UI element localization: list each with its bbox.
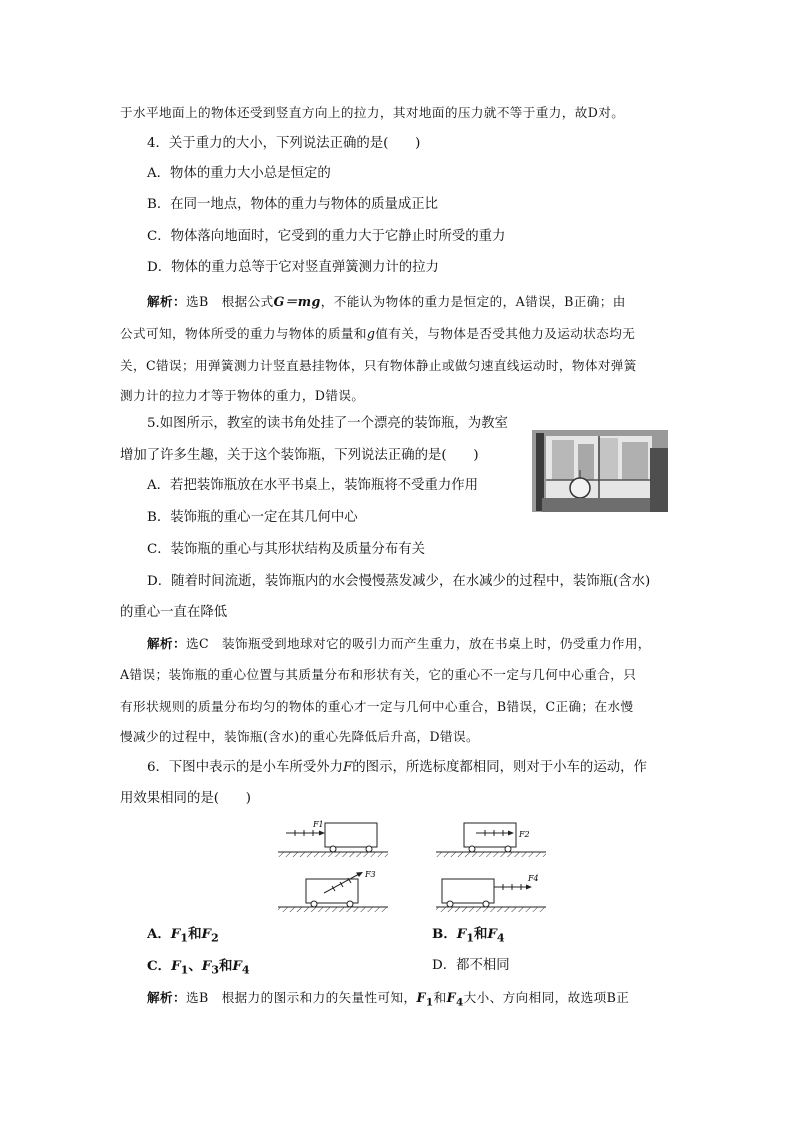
subscript: 4 — [241, 963, 250, 977]
solution-4-line-3: 关，C错误；用弹簧测力计竖直悬挂物体，只有物体静止或做匀速直线运动时，物体对弹簧 — [120, 358, 637, 373]
symbol-F: F — [201, 926, 211, 942]
symbol-F: F — [170, 926, 181, 942]
symbol-F: F — [487, 926, 497, 942]
subscript: 3 — [211, 963, 220, 977]
question-5-line-2: 增加了许多生趣，关于这个装饰瓶，下列说法正确的是( ) — [120, 448, 479, 463]
option-5a: A．若把装饰瓶放在水平书桌上，装饰瓶将不受重力作用 — [147, 478, 479, 493]
solution-4-line-1 — [147, 292, 626, 312]
question-6-line-2: 用效果相同的是( ) — [120, 791, 251, 806]
cart-diagram-4 — [436, 867, 556, 915]
solution-label: 解析： — [147, 294, 186, 309]
formula: G＝mg — [273, 294, 321, 309]
solution-5-line-3: 有形状规则的质量分布均匀的物体的重心才一定与几何中心重合，B错误，C正确；在水慢 — [120, 699, 634, 714]
symbol-F: F — [416, 990, 426, 1005]
symbol-g: g — [366, 326, 376, 341]
solution-text: 选B 根据力的图示和力的矢量性可知， — [185, 990, 417, 1005]
solution-text: 大小、方向相同，故选项B正 — [463, 990, 630, 1005]
option-6b — [432, 924, 505, 949]
question-4: 4．关于重力的大小，下列说法正确的是( ) — [147, 136, 421, 151]
solution-label: 解析： — [147, 636, 186, 651]
solution-6-line-1 — [147, 988, 629, 1013]
subscript: 1 — [180, 931, 189, 945]
cart-diagram-3 — [278, 867, 398, 915]
solution-label: 解析： — [147, 990, 186, 1005]
option-4b: B．在同一地点，物体的重力与物体的质量成正比 — [147, 197, 439, 212]
symbol-F: F — [456, 926, 467, 942]
subscript: 4 — [496, 931, 505, 945]
option-5d-line-1: D．随着时间流逝，装饰瓶内的水会慢慢蒸发减少，在水减少的过程中，装饰瓶(含水) — [147, 574, 651, 589]
solution-4-line-4: 测力计的拉力才等于物体的重力，D错误。 — [120, 388, 365, 403]
conjunction: 和 — [188, 926, 202, 942]
solution-5-line-2: A错误；装饰瓶的重心位置与其质量分布和形状有关，它的重心不一定与几何中心重合，只 — [120, 667, 637, 682]
solution-4-line-2 — [120, 324, 635, 344]
option-6c — [147, 956, 250, 981]
subscript: 1 — [425, 996, 434, 1009]
force-label-f2: F2 — [519, 830, 530, 839]
question-text: 的图示，所选标度都相同，则对于小车的运动，作 — [352, 760, 647, 775]
option-4d: D．物体的重力总等于它对竖直弹簧测力计的拉力 — [147, 260, 439, 275]
question-5-line-1: 5.如图所示，教室的读书角处挂了一个漂亮的装饰瓶，为教室 — [147, 416, 508, 431]
text-line: 于水平地面上的物体还受到竖直方向上的拉力，其对地面的压力就不等于重力，故D对。 — [120, 105, 625, 120]
option-letter: C． — [147, 958, 172, 974]
option-letter: A． — [147, 926, 171, 942]
force-label-f1: F1 — [313, 820, 324, 829]
question-text: 6．下图中表示的是小车所受外力 — [147, 760, 343, 775]
solution-text: 选C 装饰瓶受到地球对它的吸引力而产生重力，放在书桌上时，仍受重力作用， — [185, 636, 651, 651]
option-letter: B． — [432, 926, 457, 942]
separator: 、 — [188, 958, 202, 974]
conjunction: 和 — [474, 926, 488, 942]
cart-diagram-2 — [436, 815, 556, 860]
subscript: 2 — [210, 931, 219, 945]
solution-text: 值有关，与物体是否受其他力及运动状态均无 — [375, 326, 636, 341]
solution-text: 公式可知，物体所受的重力与物体的质量和 — [120, 326, 367, 341]
question-6-line-1 — [147, 758, 647, 778]
decorative-vase-photo — [532, 430, 668, 512]
conjunction: 和 — [219, 958, 233, 974]
force-label-f4: F4 — [528, 874, 539, 883]
symbol-F: F — [171, 958, 181, 974]
symbol-F: F — [232, 958, 242, 974]
option-5d-line-2: 的重心一直在降低 — [120, 605, 228, 620]
subscript: 4 — [455, 996, 464, 1009]
subscript: 1 — [180, 963, 189, 977]
conjunction: 和 — [433, 990, 447, 1005]
option-5c: C．装饰瓶的重心与其形状结构及质量分布有关 — [147, 542, 426, 557]
solution-text: ，不能认为物体的重力是恒定的，A错误，B正确；由 — [320, 294, 626, 309]
option-6a — [147, 924, 219, 949]
solution-text: 选B 根据公式 — [185, 294, 274, 309]
force-label-f3: F3 — [365, 870, 376, 879]
symbol-F: F — [446, 990, 456, 1005]
option-6d: D．都不相同 — [432, 958, 510, 973]
solution-5-line-4: 慢减少的过程中，装饰瓶(含水)的重心先降低后升高，D错误。 — [120, 729, 479, 744]
symbol-F: F — [343, 760, 353, 775]
option-5b: B．装饰瓶的重心一定在其几何中心 — [147, 510, 358, 525]
option-4a: A．物体的重力大小总是恒定的 — [147, 166, 331, 181]
solution-5-line-1 — [147, 634, 651, 654]
symbol-F: F — [201, 958, 212, 974]
subscript: 1 — [466, 931, 474, 945]
option-4c: C．物体落向地面时，它受到的重力大于它静止时所受的重力 — [147, 229, 506, 244]
